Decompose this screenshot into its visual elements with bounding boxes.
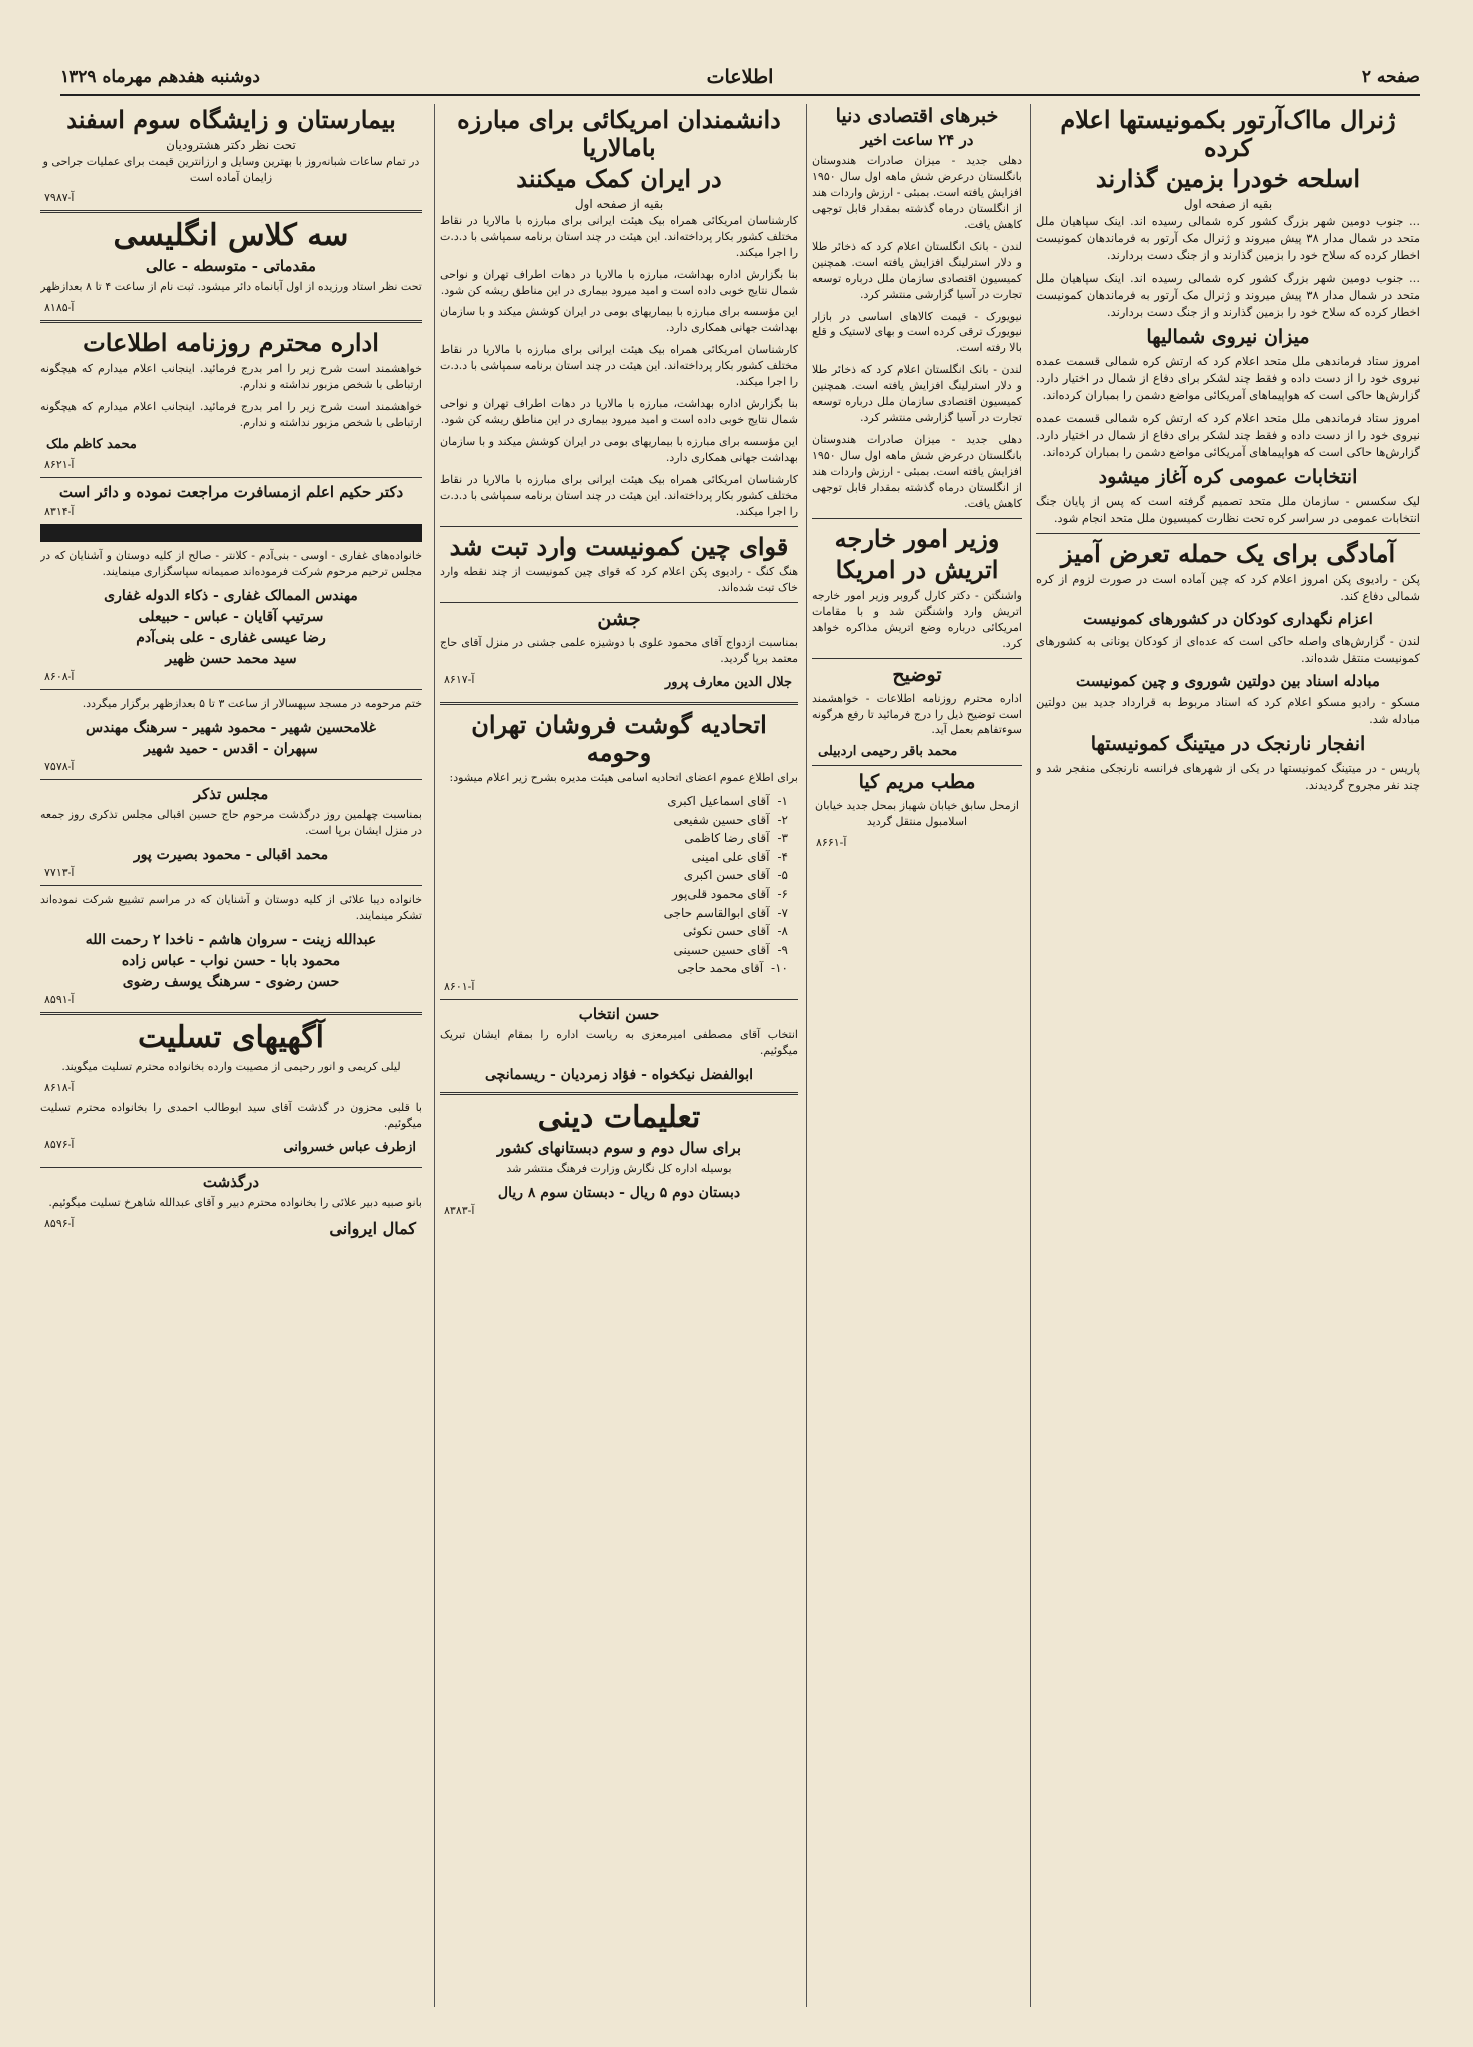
col3-body-7: انتخاب آقای مصطفی امیرمعزی به ریاست اداره را بمقام ایشان تبریک میگوئیم. [440, 1028, 798, 1058]
col4-divider-1 [40, 210, 422, 213]
col4-sub-2: مقدماتی - متوسطه - عالی [146, 256, 316, 275]
col3-code-2: آ-۸۶۰۱ [444, 979, 475, 993]
col3-body-2b: بنا بگزارش اداره بهداشت، مبارزه با مالاریا در دهات اطراف تهران و نواحی شمال نتایج خوبی داده است و امید میرود بیماری در این مناطق ریشه کن شود. [440, 397, 798, 427]
col3-body-6: برای اطلاع عموم اعضای اتحادیه اسامی هیئت مدیره بشرح زیر اعلام میشود: [449, 771, 798, 785]
list-item: ۱- آقای اسماعیل اکبری [667, 794, 788, 809]
col2-body-4: واشنگتن - دکتر کارل گروبر وزیر امور خارجه اتریش وارد واشنگتن شد و با مقامات امریکائی درباره وضع اتریش مذاکره خواهد کرد. [812, 588, 1022, 650]
col2-body-2: لندن - بانک انگلستان اعلام کرد که ذخائر طلا و دلار استرلینگ افزایش یافته است. همچنین کمیسیون اقتصادی سازمان ملل درباره توسعه تجارت در آسیا گزارشی منتشر کرد. [812, 239, 1022, 301]
col3-divider-5 [440, 1092, 798, 1095]
col4-code-9: آ-۸۶۱۸ [44, 1081, 75, 1094]
column-separator [434, 104, 435, 2007]
col1-body-1b: ... جنوب دومین شهر بزرگ کشور کره شمالی رسیده اند. اینک سپاهیان ملل متحد در شمال مدار ۳۸ پیش میروند و ژنرال مک آرتور به فرماندهان کمونیست اخطار کرده که سلاح خود را بزمین گذارند و از جنگ دست بردارند. [1036, 270, 1420, 319]
col3-divider-4 [440, 999, 798, 1000]
column-3 [440, 104, 798, 2007]
col3-price: دبستان دوم ۵ ریال - دبستان سوم ۸ ریال [497, 1184, 741, 1201]
col4-body-6: بمناسبت چهلمین روز درگذشت مرحوم حاج حسین اقبالی مجلس تذکری روز جمعه در منزل ایشان برپا است. [40, 807, 422, 837]
col1-body-7: پاریس - در میتینگ کمونیستها در یکی از شهرهای فرانسه نارنجکی منفجر شد و چند نفر مجروح گردیدند. [1036, 760, 1420, 792]
col3-headline-7: تعلیمات دینی [537, 1100, 701, 1136]
date-line: دوشنبه هفدهم مهرماه ۱۳۲۹ [60, 67, 260, 87]
col4-code-1: آ-۷۹۸۷ [44, 191, 75, 205]
col4-headline: بیمارستان و زایشگاه سوم اسفند [66, 105, 396, 134]
col3-signature: جلال الدین معارف پرور [664, 674, 792, 690]
list-item: ۹- آقای حسین حسینی [673, 942, 788, 957]
col4-sign-row [40, 1138, 422, 1161]
col4-body-1: در تمام ساعات شبانه‌روز با بهترین وسایل و ارزانترین قیمت برای عملیات جراحی و زایمان آماده است [42, 154, 420, 184]
col4-code-7: آ-۷۷۱۳ [44, 865, 75, 879]
col2-divider-1 [812, 518, 1022, 519]
col1-body-6: مسکو - رادیو مسکو اعلام کرد که اسناد مربوط به قرارداد جدید بین دولتین مبادله شد. [1036, 694, 1420, 726]
col2-divider-2 [812, 658, 1022, 659]
col2-divider-3 [812, 765, 1022, 766]
column-4 [40, 104, 422, 2007]
col4-body-2: تحت نظر استاد ورزیده از اول آبانماه دائر میشود. ثبت نام از ساعت ۴ تا ۸ بعدازظهر [40, 280, 422, 294]
col4-body-3: خواهشمند است شرح زیر را امر بدرج فرمائید. اینجانب اعلام میدارم که هیچگونه ارتباطی با شخص مزبور نداشته و ندارم. [40, 361, 422, 391]
col2-ad-title: مطب مریم کیا [858, 771, 976, 794]
col2-ad-body: ازمحل سابق خیابان شهباز بمحل جدید خیابان اسلامبول منتقل گردید [815, 799, 1019, 829]
col4-signature-3: ازطرف عباس خسروانی [283, 1139, 416, 1155]
list-item: ۵- آقای حسن اکبری [683, 868, 788, 883]
col4-headline-7: درگذشت [202, 1172, 260, 1191]
col3-body-4: هنگ کنگ - رادیوی پکن اعلام کرد که قوای چین کمونیست از چند نقطه وارد خاک تبت شده‌اند. [440, 565, 798, 595]
col4-body-9: با قلبی محزون در گذشت آقای سید ابوطالب احمدی را بخانواده محترم تسلیت میگوئیم. [40, 1101, 422, 1130]
col3-body-8: بوسیله اداره کل نگارش وزارت فرهنگ منتشر شد [506, 1161, 732, 1175]
col3-body-3: این مؤسسه برای مبارزه با بیماریهای بومی در ایران کوشش میکند و با سازمان بهداشت جهانی همکاری دارد. [440, 305, 798, 335]
col2-headline-5: توضیح [892, 663, 942, 686]
col4-body-7: خانواده دیبا علائی از کلیه دوستان و آشنایان که در مراسم تشییع شرکت نموده‌اند تشکر مینمایند. [40, 892, 422, 922]
col2-headline-2: در ۲۴ ساعت اخیر [860, 130, 974, 149]
list-item: ۸- آقای حسن نکوئی [682, 924, 788, 939]
list-item: ۳- آقای رضا کاظمی [684, 831, 788, 846]
col3-body-5: بمناسبت ازدواج آقای محمود علوی با دوشیزه علمی جشنی در منزل آقای حاج معتمد برپا گردید. [440, 636, 798, 665]
col4-names-3: عبدالله زینت - سروان هاشم - ناخدا ۲ رحمت الله محمود بابا - حسن نواب - عباس زاده حسن رضوی - سرهنگ یوسف رضوی [85, 931, 377, 990]
col1-continued: بقیه از صفحه اول [1183, 196, 1273, 211]
col2-signature: محمد باقر رحیمی اردبیلی [818, 744, 958, 760]
col4-divider-5 [40, 779, 422, 780]
col3-continued: بقیه از صفحه اول [574, 196, 664, 211]
col4-black-rule [40, 524, 422, 542]
col3-headline-6: حسن انتخاب [578, 1004, 660, 1023]
col4-headline-6: آگهیهای تسلیت [138, 1019, 324, 1055]
col4-headline-5: مجلس تذکر [193, 784, 269, 803]
col4-divider-8 [40, 1167, 422, 1168]
page-label: صفحه ۲ [1361, 67, 1420, 87]
col4-headline-2: سه کلاس انگلیسی [113, 218, 349, 254]
col1-headline-2: اسلحه خودرا بزمین گذارند [1095, 164, 1361, 194]
col1-headline: ژنرال مااک‌آرتور بکمونیستها اعلام کرده [1060, 105, 1396, 162]
col1-body-2b: امروز ستاد فرماندهی ملل متحد اعلام کرد که ارتش کره شمالی قسمت عمده نیروی خود را از دست داده و فقط چند لشکر برای دفاع از شمال در اختیار دارد. گزارش‌ها حاکی است که هواپیماهای آمریکائی مواضع دشمن را بمباران کرده‌اند. [1036, 410, 1420, 459]
col1-subhead-3: آمادگی برای یک حمله تعرض آمیز [1060, 538, 1396, 568]
col3-body-1: کارشناسان امریکائی همراه بیک هیئت ایرانی برای مبارزه با مالاریا در نقاط مختلف کشور بکار پرداخته‌اند. این هیئت در چند استان برنامه سمپاشی با د.د.ت را اجرا میکند. [440, 213, 798, 259]
col3-headline-5: اتحادیه گوشت فروشان تهران وحومه [471, 709, 767, 767]
col2-body-1b: دهلی جدید - میزان صادرات هندوستان بانگلستان درعرض شش ماهه اول سال ۱۹۵۰ افزایش یافته است. بمبئی - ارزش واردات هند از انگلستان درماه گذشته بمقدار قابل توجهی کاهش یافت. [812, 433, 1022, 510]
col2-body-3: نیویورک - قیمت کالاهای اساسی در بازار نیویورک ترقی کرده است و بهای لاستیک و قلع بالا رفته است. [812, 309, 1022, 355]
column-1 [1036, 104, 1420, 2007]
col4-code-10: آ-۸۵۷۶ [44, 1137, 75, 1151]
col1-body-1: ... جنوب دومین شهر بزرگ کشور کره شمالی رسیده اند. اینک سپاهیان ملل متحد در شمال مدار ۳۸ پیش میروند و ژنرال مک آرتور به فرماندهان کمونیست اخطار کرده که سلاح خود را بزمین گذارند و از جنگ دست بردارند. [1036, 213, 1420, 262]
col1-subhead-2: انتخابات عمومی کره آغاز میشود [1098, 465, 1358, 488]
col3-body-3b: این مؤسسه برای مبارزه با بیماریهای بومی در ایران کوشش میکند و با سازمان بهداشت جهانی همکاری دارد. [440, 435, 798, 464]
col4-divider-6 [40, 885, 422, 886]
col3-member-list [450, 792, 788, 978]
col3-subhead-7: برای سال دوم و سوم دبستانهای کشور [496, 1138, 742, 1157]
col3-body-2: بنا بگزارش اداره بهداشت، مبارزه با مالاریا در دهات اطراف تهران و نواحی شمال نتایج خوبی داده است و امید میرود بیماری در این مناطق ریشه کن شود. [440, 267, 798, 297]
col4-body-4: خانواده‌های غفاری - اوسی - بنی‌آدم - کلانتر - صالح از کلیه دوستان و آشنایان که در مجلس ترحیم مرحوم شرکت فرموده‌اند صمیمانه سپاسگزاری مینمایند. [40, 548, 422, 578]
column-separator [806, 104, 807, 2007]
col4-signature-1: محمد کاظم ملک [46, 436, 137, 452]
col4-headline-4: دکتر حکیم اعلم ازمسافرت مراجعت نموده و دائر است [58, 482, 404, 501]
col3-sign-row [440, 673, 798, 696]
col4-divider-3 [40, 477, 422, 478]
col2-body-5: اداره محترم روزنامه اطلاعات - خواهشمند است توضیح ذیل را درج فرمائید تا رفع هرگونه سوءتفاهم بعمل آید. [812, 691, 1022, 737]
col4-body-10: بانو صبیه دبیر علائی را بخانواده محترم دبیر و آقای عبدالله شاهرخ تسلیت میگوئیم. [48, 1196, 422, 1210]
col4-body-3b: خواهشمند است شرح زیر را امر بدرج فرمائید. اینجانب اعلام میدارم که هیچگونه ارتباطی با شخص مزبور نداشته و ندارم. [40, 399, 422, 429]
masthead [60, 60, 1420, 96]
col3-body-1b: کارشناسان امریکائی همراه بیک هیئت ایرانی برای مبارزه با مالاریا در نقاط مختلف کشور بکار پرداخته‌اند. این هیئت در چند استان برنامه سمپاشی با د.د.ت را اجرا میکند. [440, 343, 798, 389]
list-item: ۲- آقای حسین شفیعی [673, 812, 788, 827]
list-item: ۴- آقای علی امینی [691, 849, 788, 864]
col4-divider-4 [40, 689, 422, 690]
col3-headline-4: جشن [597, 608, 641, 631]
col4-sub-1: تحت نظر دکتر هشترودیان [166, 137, 296, 152]
col1-subhead-4: اعزام نگهداری کودکان در کشورهای کمونیست [1083, 610, 1373, 629]
col4-names-2: غلامحسین شهیر - محمود شهیر - سرهنگ مهندس سپهران - اقدس - حمید شهیر [86, 719, 376, 757]
col2-headline-3: وزیر امور خارجه [834, 523, 1000, 553]
paper-name: اطلاعات [706, 66, 774, 88]
col3-code-3: آ-۸۳۸۳ [444, 1203, 475, 1217]
col1-body-2: امروز ستاد فرماندهی ملل متحد اعلام کرد که ارتش کره شمالی قسمت عمده نیروی خود را از دست داده و فقط چند لشکر برای دفاع از شمال در اختیار دارد. گزارش‌ها حاکی است که هواپیماهای آمریکائی مواضع دشمن را بمباران کرده‌اند. [1036, 353, 1420, 402]
col1-divider [1036, 533, 1420, 534]
col4-code-8: آ-۸۵۹۱ [44, 992, 75, 1006]
list-item: ۷- آقای ابوالقاسم حاجی [663, 905, 788, 920]
col4-signature-4: کمال ایروانی [329, 1219, 416, 1239]
col4-headline-3: اداره محترم روزنامه اطلاعات [83, 328, 379, 358]
col2-headline: خبرهای اقتصادی دنیا [835, 105, 999, 127]
col3-divider-1 [440, 526, 798, 527]
col1-body-5: لندن - گزارش‌های واصله حاکی است که عده‌ای از کودکان یونانی به کشورهای کمونیست منتقل شده‌اند. [1036, 633, 1420, 665]
col4-code-2: آ-۸۱۸۵ [44, 301, 75, 315]
col3-divider-2 [440, 602, 798, 603]
col1-subhead-5: مبادله اسناد بین دولتین شوروی و چین کمونیست [1076, 671, 1380, 690]
col3-code-1: آ-۸۶۱۷ [444, 672, 475, 686]
list-item: ۶- آقای محمود قلی‌پور [672, 887, 788, 901]
col3-signature-2: ابوالفضل نیکخواه - فؤاد زمردیان - ریسمانچی [484, 1067, 754, 1084]
col4-code-5: آ-۸۶۰۸ [44, 669, 75, 683]
col2-headline-4: اتریش در امریکا [835, 555, 999, 585]
col3-headline: دانشمندان امریکائی برای مبارزه بامالاریا [457, 105, 781, 162]
column-2 [812, 104, 1022, 2007]
col3-headline-2: در ایران کمک میکنند [516, 164, 722, 194]
col1-body-4: پکن - رادیوی پکن امروز اعلام کرد که چین آماده است در صورت لزوم از کره شمالی دفاع کند. [1036, 572, 1420, 604]
col4-code-3: آ-۸۶۲۱ [44, 457, 75, 471]
col2-ad-code: آ-۸۶۶۱ [816, 836, 847, 850]
col1-subhead-1: میزان نیروی شمالیها [1146, 325, 1310, 348]
list-item: ۱۰- آقای محمد حاجی [677, 961, 788, 976]
col4-code-11: آ-۸۵۹۶ [44, 1217, 75, 1231]
column-separator [1030, 104, 1031, 2007]
col4-sign-row-2 [40, 1217, 422, 1244]
col4-body-5: ختم مرحومه در مسجد سپهسالار از ساعت ۳ تا ۵ بعدازظهر برگزار میگردد. [82, 696, 422, 710]
col3-divider-3 [440, 702, 798, 705]
col3-headline-3: قوای چین کمونیست وارد تبت شد [449, 531, 789, 561]
col4-divider-7 [40, 1012, 422, 1015]
col2-body-1: دهلی جدید - میزان صادرات هندوستان بانگلستان درعرض شش ماهه اول سال ۱۹۵۰ افزایش یافته است. بمبئی - ارزش واردات هند از انگلستان درماه گذشته بمقدار قابل توجهی کاهش یافت. [812, 154, 1022, 231]
col3-body-1c: کارشناسان امریکائی همراه بیک هیئت ایرانی برای مبارزه با مالاریا در نقاط مختلف کشور بکار پرداخته‌اند. این هیئت در چند استان برنامه سمپاشی با د.د.ت را اجرا میکند. [440, 472, 798, 518]
col4-code-6: آ-۷۵۷۸ [44, 759, 75, 773]
col4-names-1: مهندس الممالک غفاری - ذکاء الدوله غفاری سرتیپ آقایان - عباس - حبیعلی رضا عیسی غفاری - علی بنی‌آدم سید محمد حسن ظهیر [104, 587, 358, 667]
col4-code-4: آ-۸۳۱۴ [44, 504, 75, 518]
col4-signature-2: محمد اقبالی - محمود بصیرت پور [133, 846, 329, 863]
col4-body-8: لیلی کریمی و انور رحیمی از مصیبت وارده بخانواده محترم تسلیت میگویند. [61, 1060, 401, 1074]
col2-body-2b: لندن - بانک انگلستان اعلام کرد که ذخائر طلا و دلار استرلینگ افزایش یافته است. همچنین کمیسیون اقتصادی سازمان ملل درباره توسعه تجارت در آسیا گزارشی منتشر کرد. [812, 363, 1022, 425]
col1-subhead-6: انفجار نارنجک در میتینگ کمونیستها [1090, 732, 1366, 755]
col1-body-3: لیک سکسس - سازمان ملل متحد تصمیم گرفته است که پس از پایان جنگ انتخابات عمومی در سراسر کره تحت نظارت کمیسیون ملل متحد انجام شود. [1036, 493, 1420, 525]
col4-divider-2 [40, 320, 422, 323]
